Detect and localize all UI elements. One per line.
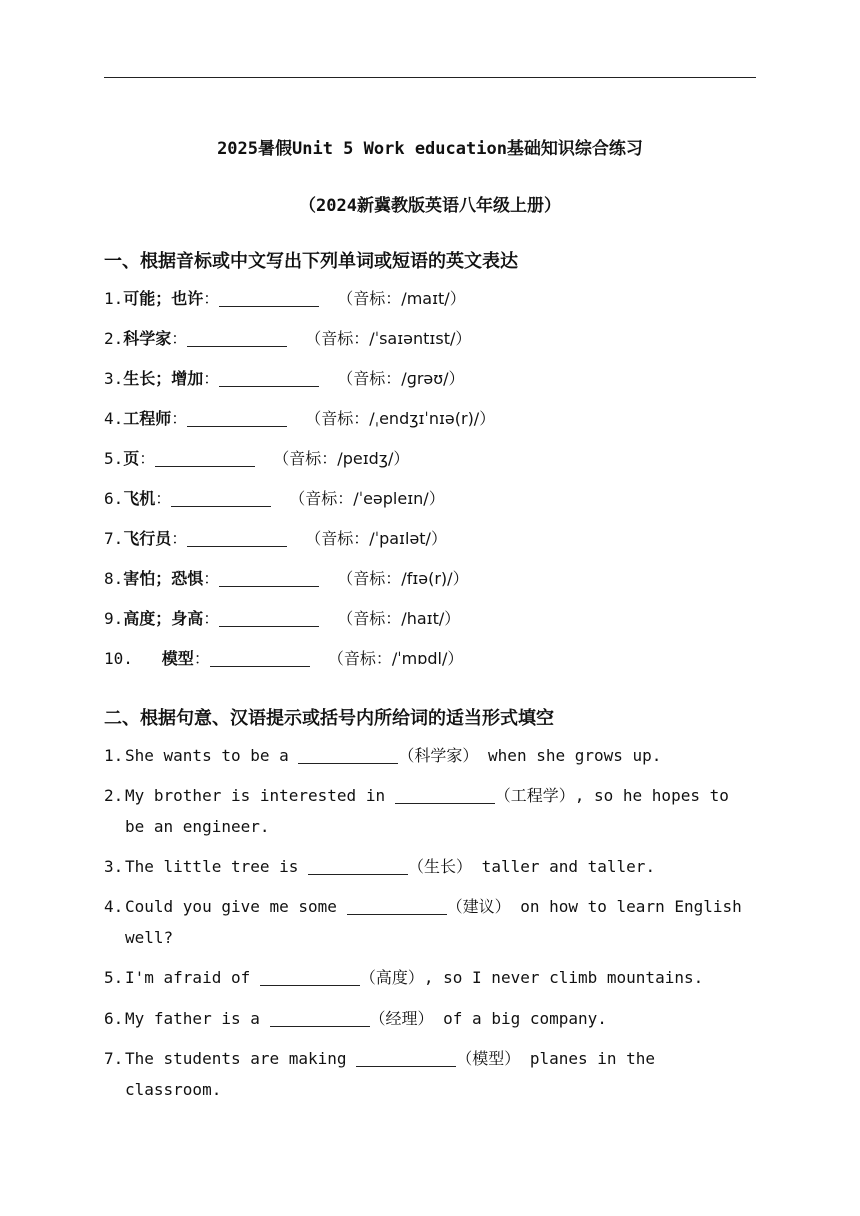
sentence-text	[104, 891, 744, 953]
vocab-item	[104, 606, 460, 632]
sentence-text	[104, 740, 744, 771]
answer-blank[interactable]	[219, 370, 319, 387]
sentence-text	[104, 780, 744, 842]
colon: ：	[203, 369, 220, 388]
answer-blank[interactable]	[270, 1010, 370, 1027]
word-hint: （模型）	[456, 1049, 521, 1068]
item-number: 8.	[104, 569, 124, 588]
document-title: 2025暑假Unit 5 Work education基础知识综合练习	[217, 139, 643, 159]
header-rule	[104, 77, 756, 78]
item-number: 7.	[104, 529, 124, 548]
item-number: 5.	[104, 449, 124, 468]
colon: ：	[193, 649, 210, 668]
word-hint: （经理）	[369, 1009, 434, 1028]
sentence-after: when she grows up.	[478, 746, 662, 765]
item-number: 9.	[104, 609, 124, 628]
sentence-item	[104, 740, 744, 771]
item-number: 4.	[104, 409, 124, 428]
answer-blank[interactable]	[356, 1050, 456, 1067]
sentence-item	[104, 1043, 744, 1105]
vocab-item	[104, 526, 447, 552]
phonetic-hint: （音标：/peɪdʒ/）	[273, 449, 410, 468]
sentence-after: planes in the classroom.	[125, 1049, 656, 1099]
item-number: 5.	[104, 968, 124, 987]
chinese-meaning: 生长；增加	[123, 369, 204, 388]
chinese-meaning: 科学家	[123, 329, 172, 348]
phonetic-hint: （音标：/ˈeəpleɪn/）	[289, 489, 445, 508]
answer-blank[interactable]	[219, 570, 319, 587]
sentence-item	[104, 851, 744, 882]
phonetic-hint: （音标：/ɡrəʊ/）	[337, 369, 465, 388]
answer-blank[interactable]	[347, 898, 447, 915]
answer-blank[interactable]	[395, 787, 495, 804]
item-number: 10.	[104, 649, 162, 668]
answer-blank[interactable]	[298, 747, 398, 764]
item-number: 3.	[104, 369, 124, 388]
item-number: 7.	[104, 1049, 124, 1068]
item-number: 6.	[104, 1009, 124, 1028]
sentence-before: The students are making	[125, 1049, 357, 1068]
answer-blank[interactable]	[219, 290, 319, 307]
vocab-item	[104, 646, 463, 672]
sentence-item	[104, 1003, 744, 1034]
answer-blank[interactable]	[187, 410, 287, 427]
chinese-meaning: 害怕；恐惧	[123, 569, 204, 588]
colon: ：	[139, 449, 156, 468]
vocab-item	[104, 326, 471, 352]
item-number: 3.	[104, 857, 124, 876]
sentence-after: , so he hopes to be an engineer.	[125, 786, 729, 836]
phonetic-hint: （音标：/ˈpaɪlət/）	[305, 529, 447, 548]
vocab-item	[104, 286, 466, 312]
answer-blank[interactable]	[308, 858, 408, 875]
phonetic-hint: （音标：/ˈmɒdl/）	[327, 649, 464, 668]
phonetic-hint: （音标：/haɪt/）	[337, 609, 461, 628]
item-number: 4.	[104, 897, 124, 916]
sentence-text	[104, 962, 744, 993]
item-number: 1.	[104, 289, 124, 308]
chinese-meaning: 工程师	[123, 409, 172, 428]
colon: ：	[203, 609, 220, 628]
sentence-item	[104, 780, 744, 842]
sentence-before: She wants to be a	[125, 746, 299, 765]
phonetic-hint: （音标：/fɪə(r)/）	[337, 569, 469, 588]
sentence-after: on how to learn English well?	[125, 897, 742, 947]
phonetic-hint: （音标：/maɪt/）	[337, 289, 466, 308]
chinese-meaning: 飞行员	[123, 529, 172, 548]
sentence-after: of a big company.	[433, 1009, 607, 1028]
word-hint: （高度）	[359, 968, 424, 987]
answer-blank[interactable]	[260, 969, 360, 986]
sentence-after: taller and taller.	[472, 857, 656, 876]
section-2-heading: 二、根据句意、汉语提示或括号内所给词的适当形式填空	[104, 708, 554, 729]
item-number: 2.	[104, 786, 124, 805]
vocab-item	[104, 446, 409, 472]
colon: ：	[203, 569, 220, 588]
item-number: 2.	[104, 329, 124, 348]
sentence-text	[104, 1043, 744, 1105]
answer-blank[interactable]	[219, 610, 319, 627]
chinese-meaning: 可能；也许	[123, 289, 204, 308]
sentence-before: The little tree is	[125, 857, 309, 876]
colon: ：	[155, 489, 172, 508]
sentence-after: , so I never climb mountains.	[423, 968, 704, 987]
sentence-before: My father is a	[125, 1009, 270, 1028]
sentence-before: My brother is interested in	[125, 786, 395, 805]
vocab-item	[104, 566, 469, 592]
sentence-text	[104, 851, 744, 882]
colon: ：	[171, 409, 188, 428]
document-subtitle: （2024新冀教版英语八年级上册）	[299, 196, 561, 216]
section-1-heading: 一、根据音标或中文写出下列单词或短语的英文表达	[104, 251, 518, 272]
word-hint: （建议）	[446, 897, 511, 916]
word-hint: （生长）	[408, 857, 473, 876]
chinese-meaning: 飞机	[123, 489, 156, 508]
answer-blank[interactable]	[155, 450, 255, 467]
sentence-text	[104, 1003, 744, 1034]
colon: ：	[171, 329, 188, 348]
colon: ：	[203, 289, 220, 308]
vocab-item	[104, 366, 465, 392]
answer-blank[interactable]	[171, 490, 271, 507]
chinese-meaning: 模型	[161, 649, 194, 668]
sentence-before: Could you give me some	[125, 897, 347, 916]
answer-blank[interactable]	[210, 650, 310, 667]
colon: ：	[171, 529, 188, 548]
vocab-item	[104, 406, 495, 432]
answer-blank[interactable]	[187, 330, 287, 347]
vocab-item	[104, 486, 445, 512]
phonetic-hint: （音标：/ˈsaɪəntɪst/）	[305, 329, 472, 348]
answer-blank[interactable]	[187, 530, 287, 547]
item-number: 6.	[104, 489, 124, 508]
sentence-item	[104, 962, 744, 993]
sentence-item	[104, 891, 744, 953]
word-hint: （工程学）	[494, 786, 575, 805]
chinese-meaning: 页	[123, 449, 140, 468]
word-hint: （科学家）	[398, 746, 479, 765]
phonetic-hint: （音标：/ˌendʒɪˈnɪə(r)/）	[305, 409, 496, 428]
chinese-meaning: 高度；身高	[123, 609, 204, 628]
sentence-before: I'm afraid of	[125, 968, 260, 987]
item-number: 1.	[104, 746, 124, 765]
